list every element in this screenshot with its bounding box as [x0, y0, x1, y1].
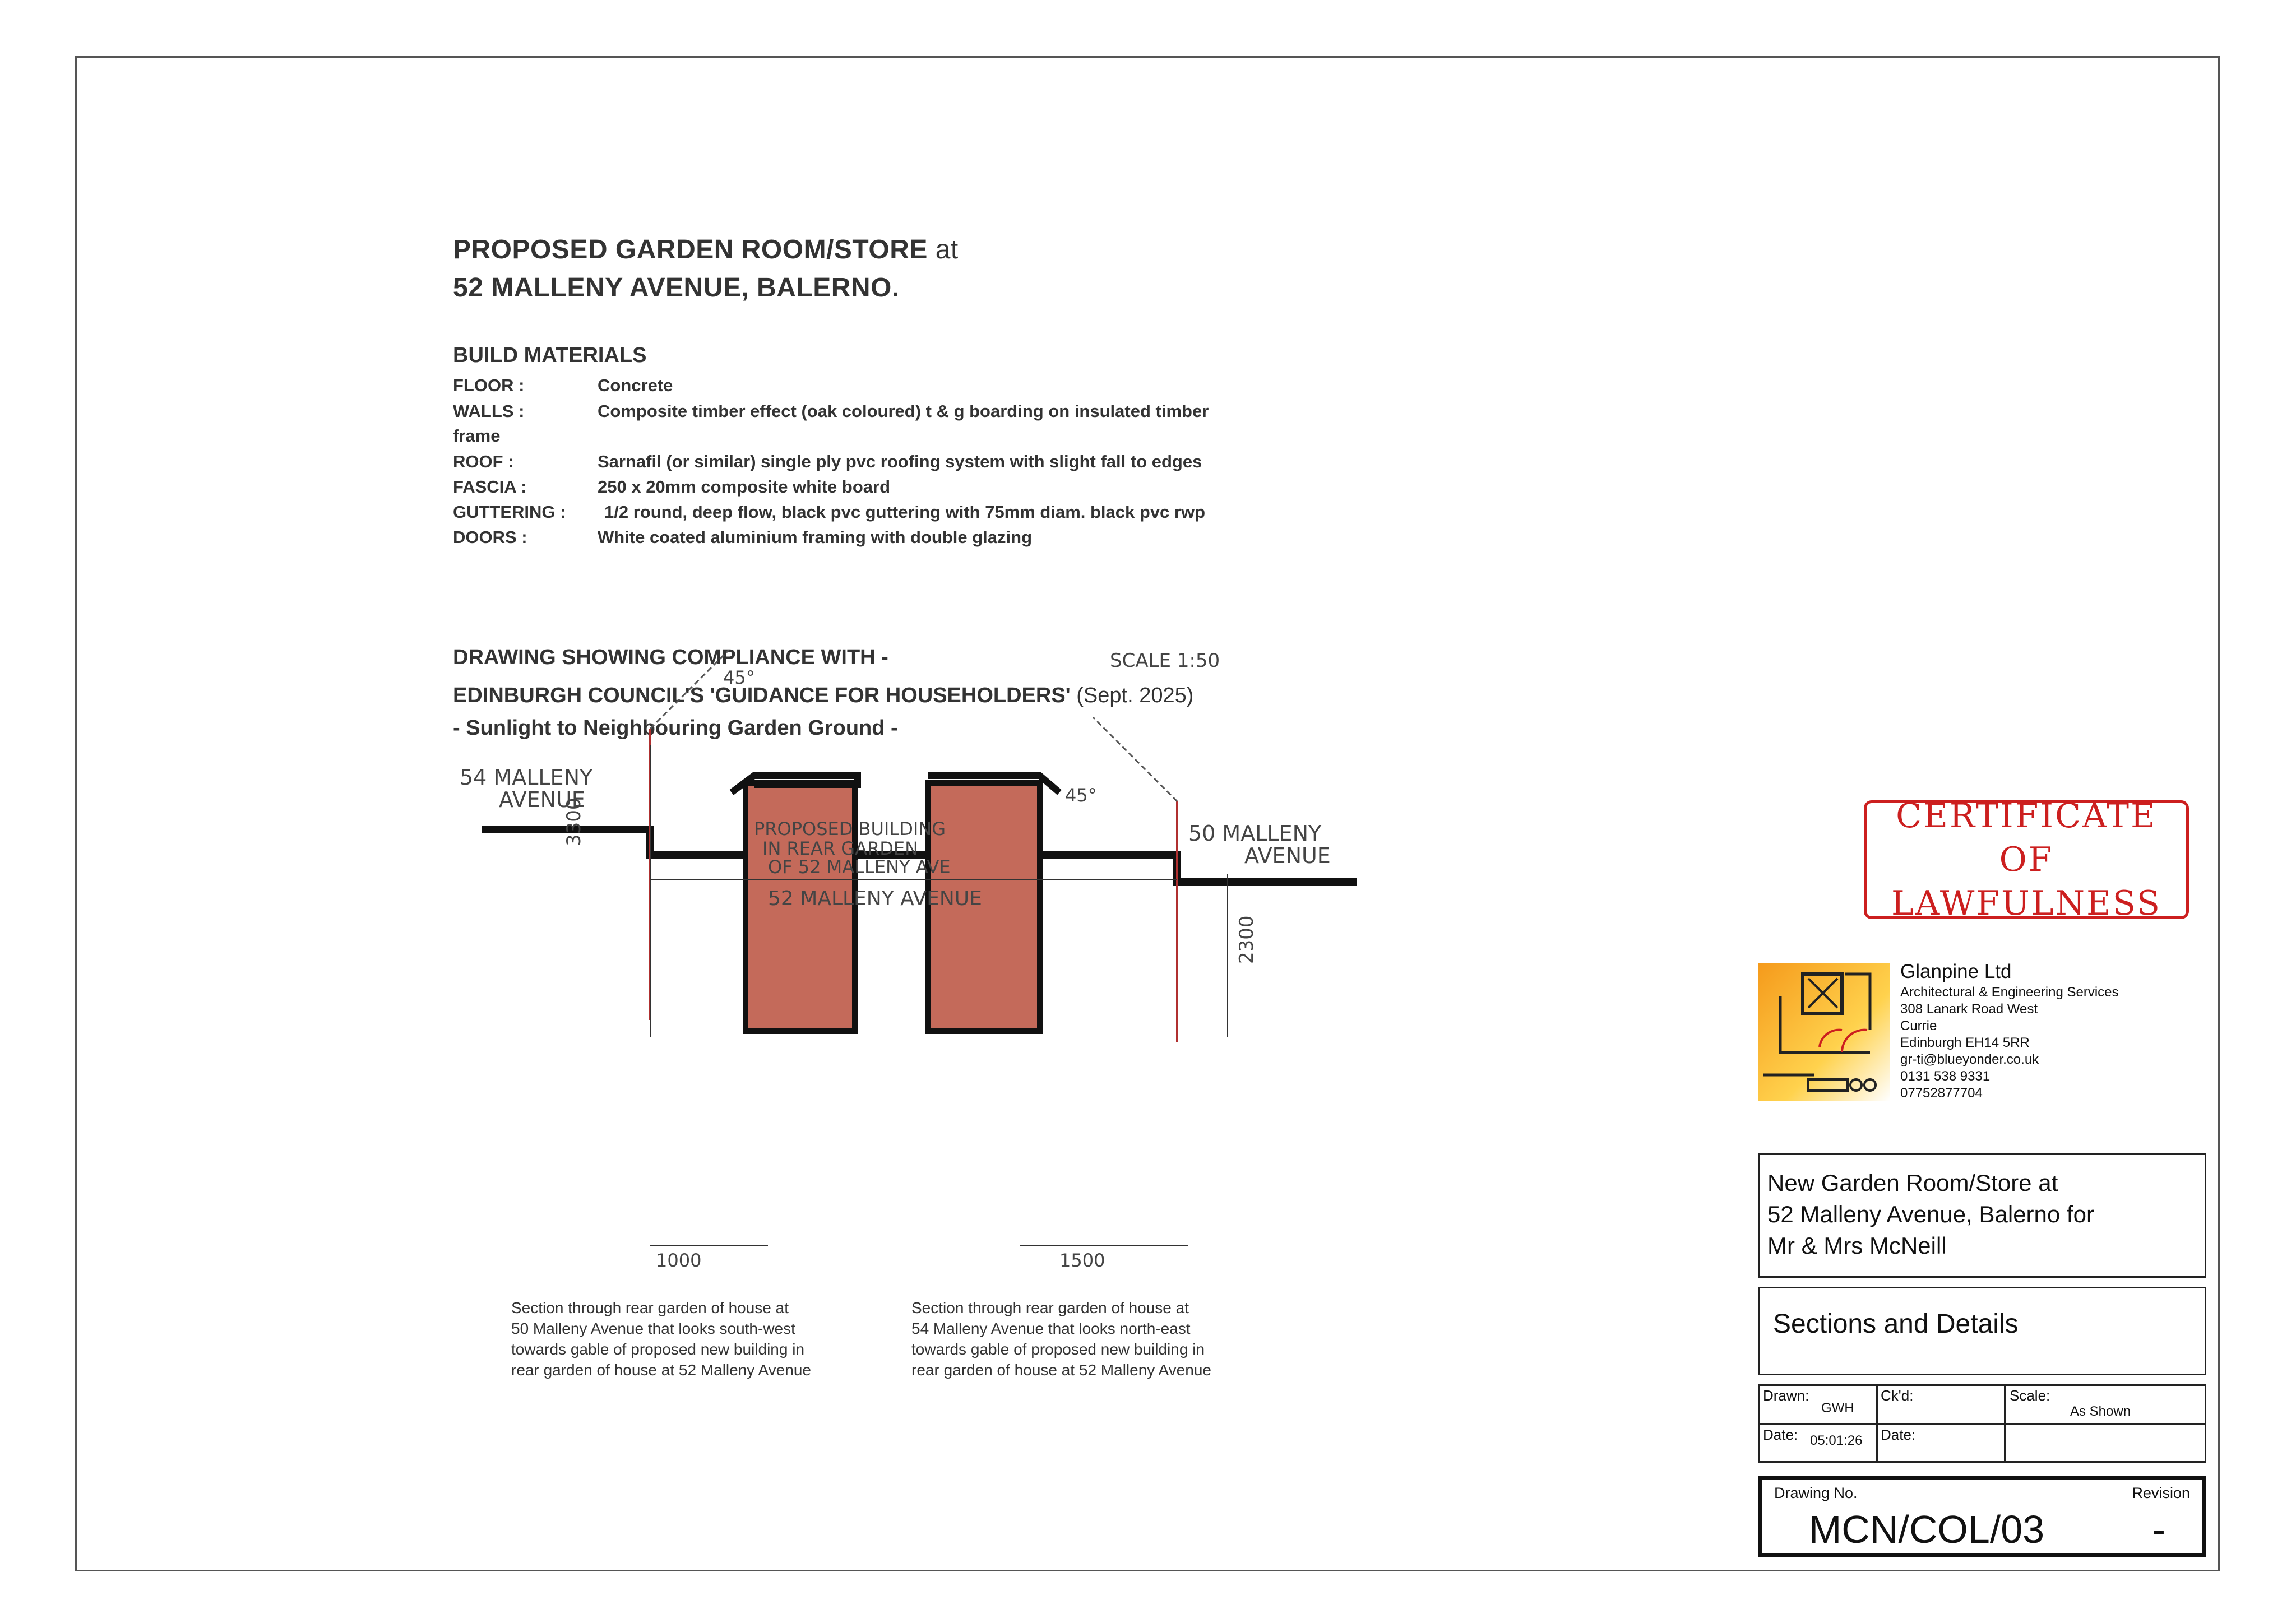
company-line: 0131 538 9331	[1900, 1069, 1991, 1084]
revision-value: -	[2152, 1508, 2165, 1551]
drawing-no-label: Drawing No.	[1774, 1485, 1858, 1501]
material-value: Concrete	[598, 375, 673, 395]
building-label: 52 MALLENY AVENUE	[768, 887, 982, 910]
material-label: FASCIA :	[453, 477, 527, 497]
compliance-line-3: - Sunlight to Neighbouring Garden Ground -	[453, 716, 898, 740]
material-value: 250 x 20mm composite white board	[598, 477, 891, 497]
material-label: FLOOR :	[453, 375, 525, 395]
compliance-line-1: DRAWING SHOWING COMPLIANCE WITH -	[453, 646, 888, 669]
dim-right-offset: 1500	[1059, 1250, 1105, 1271]
left-neighbour-line-2: AVENUE	[499, 787, 585, 812]
scale-note: SCALE 1:50	[1110, 650, 1220, 672]
project-line-3: Mr & Mrs McNeill	[1767, 1232, 1947, 1259]
company-line: 07752877704	[1900, 1086, 1983, 1101]
project-box	[1758, 1153, 2206, 1278]
caption-left-line: Section through rear garden of house at	[511, 1299, 789, 1316]
build-materials-heading: BUILD MATERIALS	[453, 344, 647, 367]
caption-left-line: rear garden of house at 52 Malleny Avenue	[511, 1361, 811, 1379]
stamp-line-2: OF LAWFULNESS	[1891, 840, 2161, 923]
date-value: 05:01:26	[1810, 1433, 1863, 1448]
date2-label: Date:	[1881, 1426, 1916, 1443]
caption-left-line: towards gable of proposed new building in	[511, 1341, 805, 1358]
drawn-label: Drawn:	[1763, 1387, 1809, 1404]
company-line: Edinburgh EH14 5RR	[1900, 1035, 2030, 1050]
meta-box	[1758, 1384, 2206, 1463]
title-line-2: 52 MALLENY AVENUE, BALERNO.	[453, 273, 900, 303]
left-neighbour-line-1: 54 MALLENY	[460, 765, 593, 790]
compliance-guidance: EDINBURGH COUNCIL'S 'GUIDANCE FOR HOUSEHOLDERS'	[453, 684, 1071, 707]
material-value: White coated aluminium framing with double glazing	[598, 527, 1033, 547]
right-neighbour-line-1: 50 MALLENY	[1188, 821, 1322, 846]
sheet-title-text: Sections and Details	[1773, 1309, 2019, 1339]
material-label: frame	[453, 426, 501, 446]
caption-right-line: Section through rear garden of house at	[911, 1299, 1189, 1316]
title-line-1: PROPOSED GARDEN ROOM/STORE	[453, 235, 928, 265]
material-label: ROOF :	[453, 452, 514, 471]
dim-right-height: 2300	[1235, 915, 1258, 964]
compliance-date: (Sept. 2025)	[1070, 684, 1194, 707]
scale-label: Scale:	[2010, 1387, 2050, 1404]
company-name: Glanpine Ltd	[1900, 961, 2012, 982]
revision-label: Revision	[2132, 1485, 2190, 1501]
title-at: at	[927, 235, 959, 265]
company-line: 308 Lanark Road West	[1900, 1001, 2038, 1017]
material-label: DOORS :	[453, 527, 527, 547]
company-logo	[1758, 963, 1890, 1101]
scanned-sheet	[448, 207, 1357, 1440]
caption-left-line: 50 Malleny Avenue that looks south-west	[511, 1320, 795, 1337]
drawn-value: GWH	[1821, 1401, 1854, 1416]
ckd-label: Ck'd:	[1881, 1387, 1914, 1404]
drawing-number: MCN/COL/03	[1809, 1508, 2045, 1551]
scale-value: As Shown	[2070, 1404, 2131, 1419]
company-details	[1900, 959, 2119, 1102]
company-line: Architectural & Engineering Services	[1900, 985, 2119, 1000]
right-neighbour-line-2: AVENUE	[1244, 843, 1331, 868]
material-value: Composite timber effect (oak coloured) t & g boarding on insulated timber	[598, 401, 1209, 421]
project-line-2: 52 Malleny Avenue, Balerno for	[1767, 1201, 2094, 1227]
material-label: WALLS :	[453, 401, 525, 421]
building-note-line-2: IN REAR GARDEN	[762, 838, 919, 859]
caption-right-line: 54 Malleny Avenue that looks north-east	[911, 1320, 1191, 1337]
material-value: Sarnafil (or similar) single ply pvc roofing system with slight fall to edges	[598, 452, 1202, 471]
sheet-title-box	[1758, 1287, 2206, 1375]
building-note-line-3: OF 52 MALLENY AVE	[768, 856, 951, 878]
material-value: 1/2 round, deep flow, black pvc guttering with 75mm diam. black pvc rwp	[604, 502, 1206, 522]
dim-left-height: 3300	[563, 797, 585, 846]
company-line: gr-ti@blueyonder.co.uk	[1900, 1052, 2039, 1067]
certificate-stamp	[1864, 796, 2189, 923]
angle-left-label: 45°	[723, 667, 755, 688]
dim-left-offset-line	[650, 1245, 768, 1246]
caption-right-line: rear garden of house at 52 Malleny Avenue	[911, 1361, 1211, 1379]
caption-left	[511, 1297, 892, 1380]
meta-divider	[1760, 1423, 2205, 1425]
sheet-title	[453, 231, 959, 307]
compliance-line-2	[453, 684, 1193, 708]
caption-right	[911, 1297, 1293, 1380]
right-45-line	[1093, 717, 1177, 801]
material-label: GUTTERING :	[453, 502, 566, 522]
project-line-1: New Garden Room/Store at	[1767, 1170, 2058, 1196]
date-label: Date:	[1763, 1426, 1798, 1443]
stamp-line-1: CERTIFICATE	[1896, 796, 2157, 836]
caption-right-line: towards gable of proposed new building in	[911, 1341, 1205, 1358]
building-note-line-1: PROPOSED BUILDING	[754, 818, 946, 840]
dim-left-offset: 1000	[656, 1250, 702, 1271]
angle-right-label: 45°	[1065, 785, 1097, 806]
company-line: Currie	[1900, 1018, 1937, 1033]
dim-right-offset-line	[1020, 1245, 1188, 1246]
drawing-number-box	[1758, 1476, 2206, 1557]
